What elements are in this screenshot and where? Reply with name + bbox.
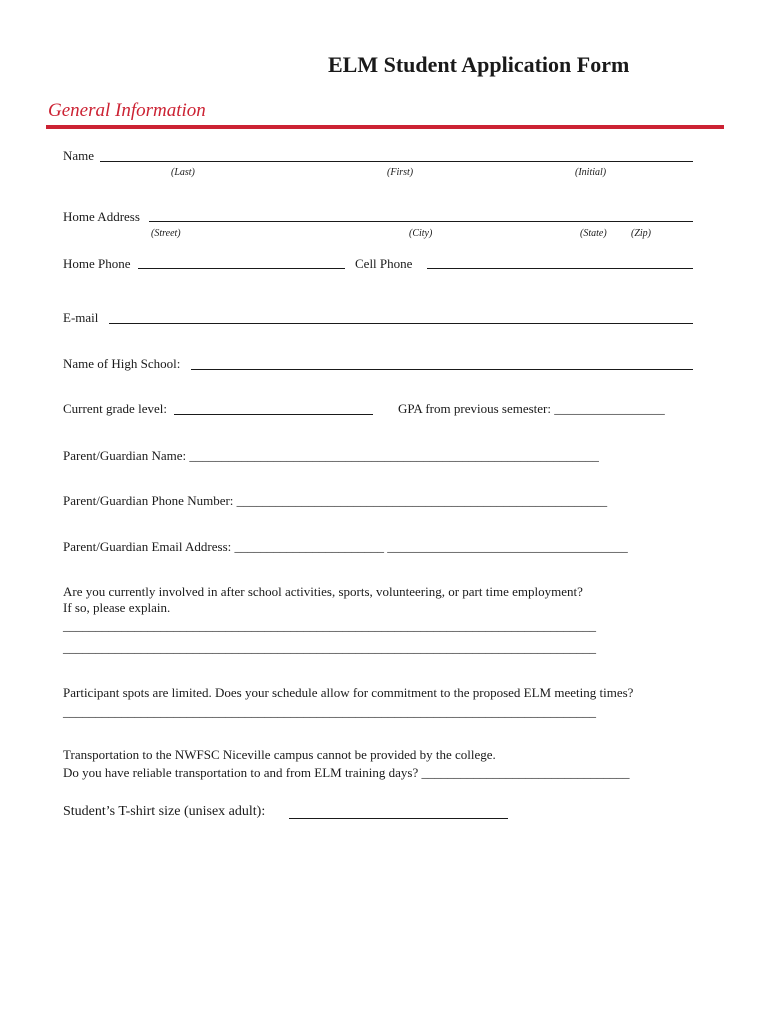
- home-phone-field[interactable]: [138, 268, 345, 269]
- tshirt-size-label: Student’s T-shirt size (unisex adult):: [63, 804, 266, 819]
- cell-phone-field[interactable]: [427, 268, 693, 269]
- email-label: E-mail: [63, 310, 99, 325]
- home-address-field[interactable]: [149, 221, 693, 222]
- tshirt-size-field[interactable]: [289, 818, 508, 819]
- section-divider: [46, 125, 724, 129]
- activities-question: Are you currently involved in after school activities, sports, volunteering, or part time employment?: [63, 584, 583, 599]
- parent-phone-label: Parent/Guardian Phone Number: _________________________________________________________: [63, 493, 608, 508]
- name-sub-last: (Last): [171, 167, 195, 178]
- grade-level-label: Current grade level:: [63, 401, 167, 416]
- schedule-answer-line[interactable]: __________________________________________________________________________________: [63, 704, 596, 719]
- activities-answer-line-2[interactable]: __________________________________________________________________________________: [63, 640, 596, 655]
- parent-name-label: Parent/Guardian Name: _______________________________________________________________: [63, 448, 599, 463]
- address-sub-zip: (Zip): [631, 228, 651, 239]
- address-sub-state: (State): [580, 228, 607, 239]
- home-address-label: Home Address: [63, 209, 140, 224]
- email-field[interactable]: [109, 323, 693, 324]
- transport-notice: Transportation to the NWFSC Niceville campus cannot be provided by the college.: [63, 747, 496, 762]
- name-field[interactable]: [100, 161, 693, 162]
- parent-email-label: Parent/Guardian Email Address: _______________________ _____________________________________: [63, 539, 628, 554]
- address-sub-city: (City): [409, 228, 433, 239]
- name-sub-first: (First): [387, 167, 414, 178]
- schedule-question: Participant spots are limited. Does your schedule allow for commitment to the proposed ELM meeting times?: [63, 685, 634, 700]
- transport-question: Do you have reliable transportation to and from ELM training days? ________________________________: [63, 765, 630, 780]
- grade-level-field[interactable]: [174, 414, 373, 415]
- section-heading-general-information: General Information: [48, 100, 206, 121]
- activities-answer-line-1[interactable]: __________________________________________________________________________________: [63, 618, 596, 633]
- name-sub-initial: (Initial): [575, 167, 607, 178]
- form-title: ELM Student Application Form: [328, 52, 630, 77]
- name-label: Name: [63, 148, 95, 163]
- activities-explain: If so, please explain.: [63, 600, 171, 615]
- cell-phone-label: Cell Phone: [355, 256, 413, 271]
- high-school-field[interactable]: [191, 369, 693, 370]
- home-phone-label: Home Phone: [63, 256, 131, 271]
- gpa-label: GPA from previous semester: _________________: [398, 401, 665, 416]
- high-school-label: Name of High School:: [63, 356, 181, 371]
- address-sub-street: (Street): [151, 228, 181, 239]
